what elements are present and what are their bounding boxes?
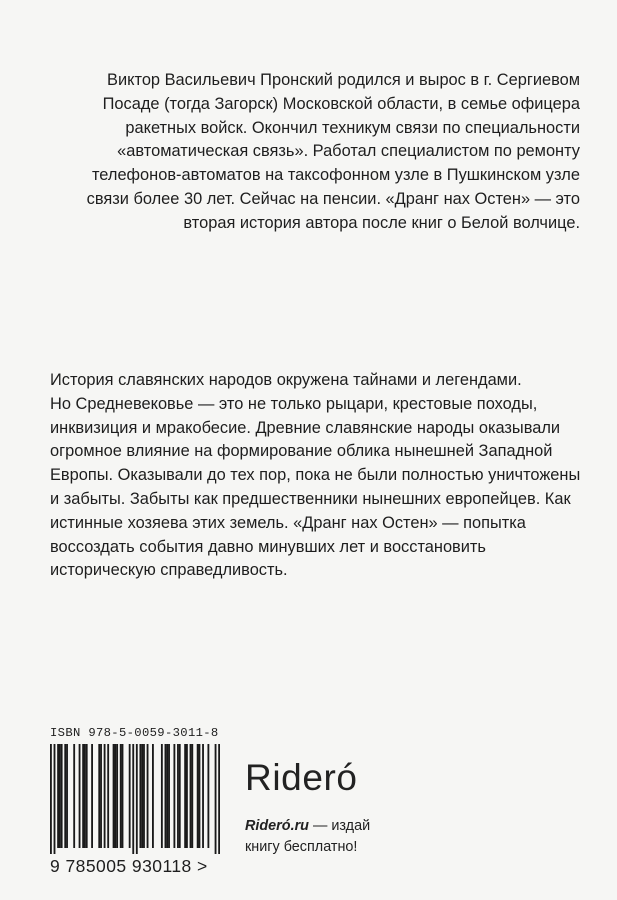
author-bio-line: связи более 30 лет. Сейчас на пенсии. «Дранг нах Остен» — это <box>86 189 580 208</box>
annotation-line: Но Средневековье — это не только рыцари, крестовые походы, <box>50 394 538 413</box>
barcode-bar <box>199 744 201 848</box>
barcode-bar <box>84 744 86 848</box>
author-bio-line: Виктор Васильевич Пронский родился и вырос в г. Сергиевом <box>107 71 580 89</box>
annotation-line: инквизиция и мракобесие. Древние славянские народы оказывали <box>50 418 561 437</box>
barcode-bar <box>186 744 188 848</box>
barcode-bar <box>215 744 217 854</box>
barcode-bar <box>161 744 163 848</box>
isbn-barcode <box>50 744 220 876</box>
publisher-logo: Rideró <box>245 757 358 798</box>
annotation-line: историческую справедливость. <box>50 561 288 580</box>
barcode-bar <box>179 744 181 848</box>
barcode-bar <box>98 744 100 848</box>
barcode-bar <box>143 744 145 848</box>
barcode-bar <box>107 744 109 848</box>
barcode-bar <box>165 744 167 848</box>
annotation-line: и забыты. Забыты как предшественники нынешних европейцев. Как <box>50 489 571 508</box>
author-bio-line: вторая история автора после книг о Белой волчице. <box>183 213 580 232</box>
barcode-bar <box>141 744 143 848</box>
barcode-bar <box>197 744 199 848</box>
author-bio-line: Посаде (тогда Загорск) Московской области, в семье офицера <box>102 94 580 113</box>
barcode-bar <box>173 744 175 848</box>
annotation-line: истинные хозяева этих земель. «Дранг нах Остен» — попытка <box>50 513 526 532</box>
barcode-bar <box>79 744 81 848</box>
barcode-bar <box>66 744 68 848</box>
tagline-line-2: книгу бесплатно! <box>245 839 358 855</box>
barcode-bar <box>166 744 168 848</box>
isbn-label: ISBN 978-5-0059-3011-8 <box>50 726 219 740</box>
barcode-bar <box>184 744 186 848</box>
barcode-bar <box>129 744 131 848</box>
tagline-line-1 <box>245 816 370 837</box>
barcode-bar <box>54 744 56 854</box>
barcode-bar <box>91 744 93 848</box>
barcode-bar <box>190 744 192 848</box>
barcode-bar <box>218 744 220 854</box>
publisher-tagline <box>245 816 370 858</box>
barcode-bar <box>168 744 170 848</box>
barcode-bar <box>113 744 115 848</box>
barcode-bar <box>57 744 59 848</box>
barcode-bar <box>82 744 84 848</box>
barcode-bar <box>64 744 66 848</box>
barcode-bar <box>207 744 209 848</box>
barcode-digits: 9 785005 930118 > <box>50 856 208 876</box>
barcode-bar <box>191 744 193 848</box>
barcode-bar <box>100 744 102 848</box>
barcode-bar <box>147 744 149 848</box>
barcode-bar <box>61 744 63 848</box>
barcode-bar <box>136 744 138 854</box>
barcode-bar <box>177 744 179 848</box>
barcode-bar <box>122 744 124 848</box>
barcode-bar <box>50 744 52 854</box>
publisher-site[interactable]: Rideró.ru <box>245 818 309 834</box>
author-bio <box>50 69 580 236</box>
barcode-bar <box>132 744 134 854</box>
book-annotation <box>50 369 580 583</box>
barcode-bar <box>202 744 204 848</box>
barcode-bar <box>120 744 122 848</box>
barcode-bars <box>50 744 220 854</box>
barcode-bar <box>59 744 61 848</box>
author-bio-line: ракетных войск. Окончил техникум связи по специальности <box>125 118 580 137</box>
author-bio-line: «автоматическая связь». Работал специалистом по ремонту <box>117 142 580 161</box>
annotation-line: Европы. Оказывали до тех пор, пока не были полностью уничтожены <box>50 466 581 485</box>
barcode-bar <box>152 744 154 848</box>
annotation-line: огромное влияние на формирование облика нынешней Западной <box>50 442 553 461</box>
barcode-bar <box>116 744 118 848</box>
barcode-bar <box>139 744 141 848</box>
tagline-rest: — издай <box>308 818 371 834</box>
author-bio-line: телефонов-автоматов на таксофонном узле в Пушкинском узле <box>91 166 580 185</box>
annotation-line: воссоздать события давно минувших лет и восстановить <box>50 537 486 556</box>
barcode-bar <box>114 744 116 848</box>
barcode-bar <box>86 744 88 848</box>
barcode-bar <box>73 744 75 848</box>
barcode-bar <box>104 744 106 848</box>
annotation-line: История славянских народов окружена тайнами и легендами. <box>50 371 522 389</box>
